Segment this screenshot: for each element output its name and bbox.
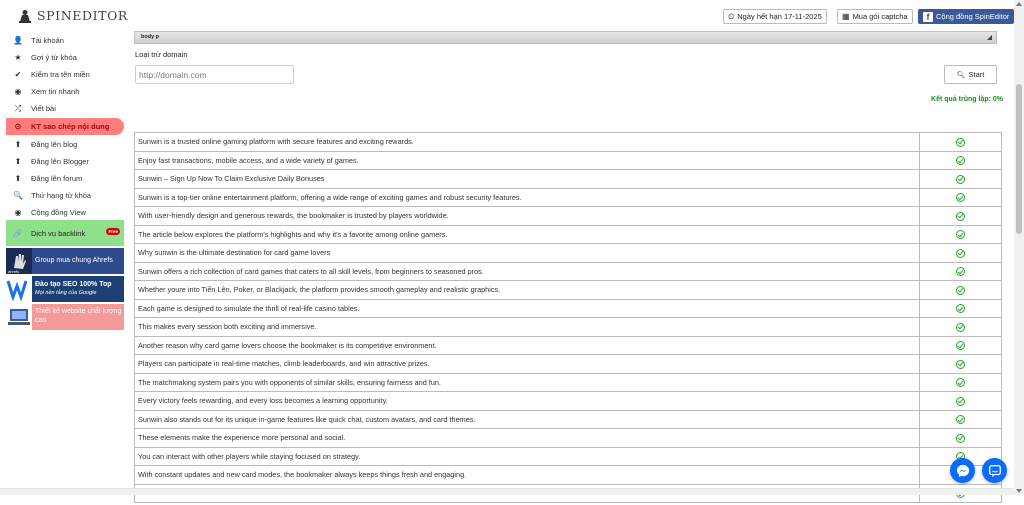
check-circle-icon [956,230,965,239]
exclude-domain-input[interactable] [135,65,294,84]
status-cell [920,392,1002,411]
promo-label: Đào tạo SEO 100% Top [35,281,112,289]
ahrefs-thumb [6,248,32,274]
table-row [135,151,1002,170]
chat-icon [988,464,1002,478]
check-circle-icon [956,212,965,221]
table-row [135,170,1002,189]
start-button[interactable] [944,65,997,84]
sidebar-item-label: Đăng lên forum [31,174,83,183]
exclude-domain-label: Loại trừ domain [135,50,188,59]
status-cell [920,207,1002,226]
sidebar-item-quick-news[interactable] [6,84,124,99]
promo-seo-training[interactable] [6,276,124,302]
clock-icon: ⏲ [728,11,735,21]
sidebar-item-label: Tài khoản [31,36,64,45]
status-cell [920,281,1002,300]
messenger-button[interactable] [950,458,975,483]
check-circle-icon [956,175,965,184]
check-circle-icon [956,434,965,443]
status-cell [920,188,1002,207]
ahrefs-thumb-text: ahrefs [8,269,20,274]
logo-icon [18,9,32,23]
sidebar [6,32,126,492]
upload-icon: ⬆ [14,140,22,149]
sidebar-item-keyword-suggest[interactable] [6,50,124,65]
check-circle-icon [956,156,965,165]
scroll-down-arrow-icon[interactable] [1016,489,1022,493]
sidebar-item-post-blogger[interactable] [6,154,124,169]
sentence-text: Why sunwin is the ultimate destination for card game lovers [135,244,920,263]
status-cell [920,244,1002,263]
status-cell [920,318,1002,337]
status-cell [920,373,1002,392]
check-circle-icon [956,341,965,350]
facebook-icon: f [923,12,933,22]
vertical-scrollbar[interactable] [1014,0,1024,495]
grid-icon: ▦ [842,12,850,21]
scroll-thumb[interactable] [1016,84,1022,234]
sentence-text: Another reason why card game lovers choose the bookmaker is its competitive environment. [135,336,920,355]
sidebar-item-domain-check[interactable] [6,67,124,82]
sentence-text: Every victory feels rewarding, and every loss becomes a learning opportunity. [135,392,920,411]
check-circle-icon [956,249,965,258]
table-row [135,207,1002,226]
check-circle-icon [956,193,965,202]
sentence-table [134,132,1002,503]
table-row [135,133,1002,152]
status-cell [920,170,1002,189]
eye-icon: ◉ [14,208,22,217]
sentence-text: Sunwin is a trusted online gaming platform with secure features and exciting rewards. [135,133,920,152]
sentence-text: These elements make the experience more personal and social. [135,429,920,448]
status-cell [920,336,1002,355]
check-circle-icon [956,323,965,332]
upload-icon: ⬆ [14,157,22,166]
table-row [135,373,1002,392]
sentence-text: Whether youre into Tiến Lên, Poker, or Blackjack, the platform provides smooth gameplay and realistic graphics. [135,281,920,300]
sidebar-item-label: Viết bài [31,104,56,113]
sentence-text: Sunwin also stands out for its unique in-game features like quick chat, custom avatars, and card themes. [135,410,920,429]
table-row [135,299,1002,318]
sentence-text: Sunwin is a top-tier online entertainment platform, offering a wide range of exciting games and robust security features. [135,188,920,207]
check-icon: ✔ [14,70,22,79]
shuffle-icon: ⤮ [14,103,22,113]
captcha-label: Mua gói captcha [852,12,908,21]
sidebar-item-label: Đăng lên Blogger [31,157,89,166]
check-circle-icon [956,267,965,276]
sidebar-item-post-blog[interactable] [6,137,124,152]
backlink-service[interactable] [6,220,124,246]
sentence-text: Sunwin offers a rich collection of card games that caters to all skill levels, from beginners to seasoned pros. [135,262,920,281]
status-cell [920,429,1002,448]
search-icon: 🔍 [13,191,23,200]
sidebar-item-label: Gợi ý từ khóa [31,53,77,62]
expiry-label: Ngày hết hạn 17-11-2025 [737,12,822,21]
web-design-thumb [6,304,32,330]
duplicate-result: Kết quả trùng lặp: 0% [931,96,1003,103]
upload-icon: ⬆ [14,174,22,183]
backlink-label: Dịch vụ backlink [31,228,86,238]
logo[interactable] [18,8,128,23]
sidebar-item-copy-check[interactable] [6,118,124,135]
sentence-text: With user-friendly design and generous rewards, the bookmaker is trusted by players worldwide. [135,207,920,226]
table-row [135,281,1002,300]
check-circle-icon [956,378,965,387]
sidebar-item-account[interactable] [6,33,124,48]
sidebar-item-label: Kiểm tra tên miền [31,70,90,79]
sidebar-item-keyword-rank[interactable] [6,188,124,203]
promo-ahrefs-group[interactable] [6,248,124,274]
table-row [135,447,1002,466]
status-cell [920,133,1002,152]
table-row [135,262,1002,281]
community-button[interactable] [918,9,1014,24]
community-label: Cộng đồng SpinEditor [936,12,1010,21]
w-logo-icon [6,276,32,302]
table-row [135,244,1002,263]
sentence-text: Each game is designed to simulate the thrill of real-life casino tables. [135,299,920,318]
sidebar-item-write-article[interactable] [6,101,124,116]
sidebar-item-label: Đăng lên blog [31,140,78,149]
promo-label: Group mua chung Ahrefs [35,256,113,264]
sidebar-item-label: Cộng đồng View [31,208,86,217]
check-circle-icon [956,415,965,424]
sidebar-item-label: Xem tin nhanh [31,87,80,96]
promo-sublabel: Mọi nền tảng của Google [35,289,97,296]
horizontal-scrollbar[interactable] [0,488,1014,495]
sentence-text: With constant updates and new card modes, the bookmaker always keeps things fresh and engaging. [135,466,920,485]
scroll-up-arrow-icon[interactable] [1016,2,1022,6]
editor-panel-header[interactable] [134,31,997,44]
check-circle-icon [956,360,965,369]
table-row [135,429,1002,448]
check-circle-icon [956,304,965,313]
seo-logo-thumb [6,276,32,302]
user-icon: 👤 [13,36,23,45]
sidebar-item-label: Thứ hạng từ khóa [31,191,92,200]
table-row [135,318,1002,337]
sentence-text: The matchmaking system pairs you with opponents of similar skills, ensuring fairness and fun. [135,373,920,392]
sentence-text: You can interact with other players while staying focused on strategy. [135,447,920,466]
sentence-text: The article below explores the platform's highlights and why it's a favorite among online gamers. [135,225,920,244]
table-row [135,336,1002,355]
status-cell [920,151,1002,170]
status-cell [920,410,1002,429]
status-cell [920,355,1002,374]
free-badge: Free [108,229,118,234]
status-cell [920,225,1002,244]
chat-button[interactable] [982,458,1007,483]
expiry-button[interactable] [723,9,827,24]
search-icon: 🔍︎ [956,71,966,79]
table-row [135,410,1002,429]
table-row [135,225,1002,244]
check-circle-icon [956,138,965,147]
logo-text: SPINEDITOR [37,8,128,23]
sentence-text: Players can participate in real-time matches, climb leaderboards, and win attractive prizes. [135,355,920,374]
sidebar-item-post-forum[interactable] [6,171,124,186]
sentence-text: Enjoy fast transactions, mobile access, and a wide variety of games. [135,151,920,170]
sidebar-item-label: KT sao chép nội dung [31,122,110,131]
sentence-text: Sunwin – Sign Up Now To Claim Exclusive Daily Bonuses [135,170,920,189]
table-row [135,355,1002,374]
table-row [135,392,1002,411]
messenger-icon [956,464,970,478]
buy-captcha-button[interactable] [837,9,913,24]
status-cell [920,299,1002,318]
copy-check-icon: ⊙ [14,122,22,131]
table-row [135,188,1002,207]
check-circle-icon [956,286,965,295]
main-content [134,28,1004,493]
start-label: Start [968,70,985,79]
resize-handle-icon[interactable] [987,35,992,40]
status-cell [920,262,1002,281]
check-circle-icon [956,397,965,406]
eye-icon: ◉ [14,87,22,96]
promo-web-design[interactable] [6,304,124,330]
laptop-icon [6,304,32,330]
table-row [135,466,1002,485]
promo-label: Thiết kế website chất lượng cao [35,308,122,324]
star-icon: ★ [14,53,22,62]
panel-path: body p [141,34,160,40]
link-icon: 🔗 [13,228,23,238]
sidebar-item-community-view[interactable] [6,205,124,220]
sentence-text: This makes every session both exciting and immersive. [135,318,920,337]
